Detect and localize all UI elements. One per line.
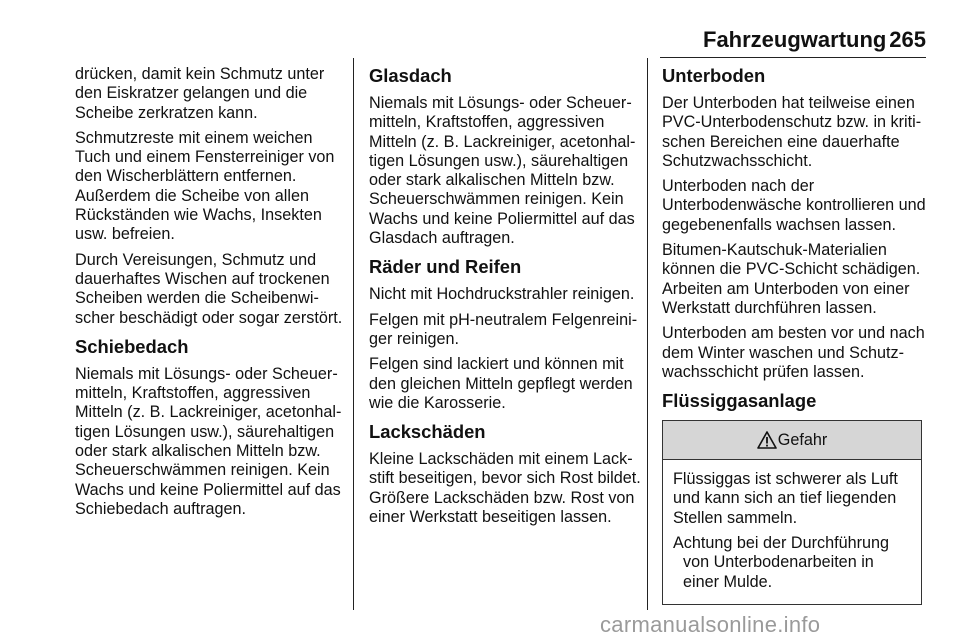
paragraph: Der Unterboden hat teilweise einen PVC-Unterbodenschutz bzw. in kritischen Bereichen eine dauerhafte Schutzwachsschicht. bbox=[662, 94, 922, 170]
column-3 bbox=[662, 65, 928, 605]
paragraph: Unterboden am besten vor und nach dem Winter waschen und Schutzwachsschicht prüfen lassen. bbox=[662, 324, 925, 381]
danger-label: Gefahr bbox=[777, 430, 828, 449]
paragraph: Durch Vereisungen, Schmutz und dauerhaftes Wischen auf trockenen Scheiben werden die Scheibenwischer beschädigt oder sogar zerstört. bbox=[75, 250, 343, 327]
section-title: Fahrzeugwartung bbox=[703, 27, 887, 52]
paragraph: Felgen sind lackiert und können mit den gleichen Mitteln gepflegt werden wie die Karosserie. bbox=[369, 355, 633, 412]
column-1 bbox=[75, 65, 347, 525]
page-header bbox=[660, 26, 926, 56]
danger-header bbox=[663, 421, 921, 460]
heading-fluessiggasanlage: Flüssiggasanlage bbox=[662, 390, 817, 412]
paragraph: Unterboden nach der Unterbodenwäsche kontrollieren und gegebenenfalls wachsen lassen. bbox=[662, 177, 926, 234]
header-rule bbox=[660, 57, 926, 58]
danger-body bbox=[663, 460, 921, 604]
heading-glasdach: Glasdach bbox=[369, 65, 452, 86]
warning-triangle-icon bbox=[757, 431, 777, 449]
danger-text: Flüssiggas ist schwerer als Luft und kann sich an tief liegenden Stellen sammeln. bbox=[673, 470, 898, 527]
paragraph: Schmutzreste mit einem weichen Tuch und einem Fensterreiniger von den Wischerblättern entfernen. Außerdem die Scheibe von allen Rückständen wie Wachs, Insekten usw. befreien. bbox=[75, 128, 335, 244]
paragraph: Bitumen-Kautschuk-Materialien können die PVC-Schicht schädigen. Arbeiten am Unterboden von einer Werkstatt durchführen lassen. bbox=[662, 241, 921, 317]
watermark: carmanualsonline.info bbox=[600, 612, 821, 637]
paragraph: Kleine Lackschäden mit einem Lackstift beseitigen, bevor sich Rost bildet. Größere Lackschäden bzw. Rost von einer Werkstatt beseitigen lassen. bbox=[369, 450, 641, 527]
column-divider-1 bbox=[353, 58, 354, 610]
paragraph: drücken, damit kein Schmutz unter den Eiskratzer gelangen und die Scheibe zerkratzen kann. bbox=[75, 65, 325, 122]
paragraph: Niemals mit Lösungs- oder Scheuermitteln, Kraftstoffen, aggressiven Mitteln (z. B. Lackreiniger, acetonhaltigen Lösungen usw.), säurehaltigen oder stark alkalischen Mitteln bzw. Scheuerschwämmen reinigen. Kein Wachs und keine Poliermittel auf das Glasdach auftragen. bbox=[369, 94, 636, 248]
paragraph: Niemals mit Lösungs- oder Scheuermitteln, Kraftstoffen, aggressiven Mitteln (z. B. Lackreiniger, acetonhaltigen Lösungen usw.), säurehaltigen oder stark alkalischen Mitteln bzw. Scheuerschwämmen reinigen. Kein Wachs und keine Poliermittel auf das Schiebedach auftragen. bbox=[75, 364, 342, 518]
danger-box bbox=[662, 420, 922, 605]
paragraph: Felgen mit pH-neutralem Felgenreiniger reinigen. bbox=[369, 310, 638, 348]
heading-raeder-und-reifen: Räder und Reifen bbox=[369, 256, 522, 278]
danger-text: Achtung bei der Durchführung von Unterbodenarbeiten in einer Mulde. bbox=[673, 534, 889, 591]
page-number: 265 bbox=[889, 27, 926, 52]
heading-lackschaeden: Lackschäden bbox=[369, 421, 486, 443]
heading-unterboden: Unterboden bbox=[662, 65, 766, 86]
heading-schiebedach: Schiebedach bbox=[75, 335, 189, 357]
paragraph: Nicht mit Hochdruckstrahler reinigen. bbox=[369, 285, 635, 304]
column-2 bbox=[369, 65, 641, 533]
column-divider-2 bbox=[647, 58, 648, 610]
